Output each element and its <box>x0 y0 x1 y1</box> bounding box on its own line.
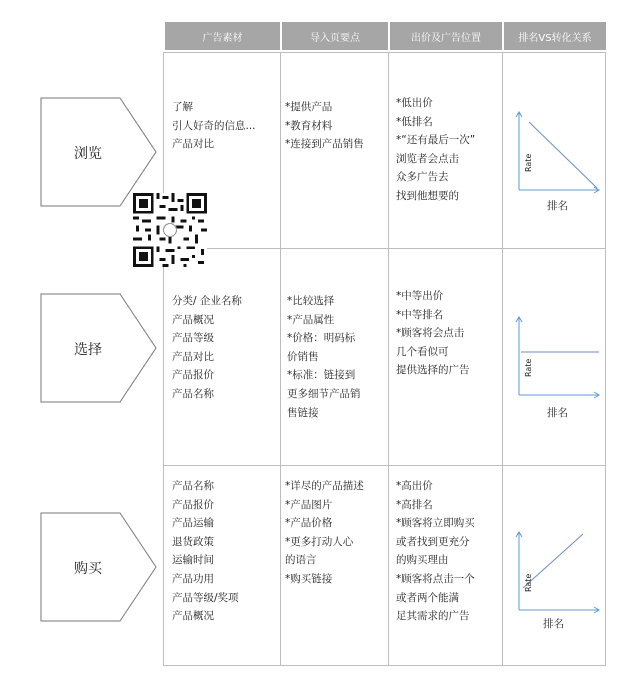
row-select-landing-points <box>287 292 361 422</box>
cell-line: 找到他想要的 <box>396 189 459 202</box>
cell-line: 退货政策 <box>172 535 214 548</box>
stage-buy <box>40 512 157 622</box>
cell-line: *产品属性 <box>287 313 335 326</box>
cell-line: *连接到产品销售 <box>285 138 364 151</box>
chart-y-label: Rate <box>524 573 533 592</box>
stage-label: 浏览 <box>74 146 102 162</box>
cell-line: *标准：链接到 <box>287 369 356 382</box>
chart-y-label: Rate <box>524 358 533 377</box>
cell-line: *比较选择 <box>287 295 335 307</box>
cell-line: 运输时间 <box>172 554 214 567</box>
cell-line: *顾客将会点击 <box>396 327 465 340</box>
grid-top <box>163 52 606 53</box>
cell-line: 产品等级 <box>172 332 214 345</box>
chart-svg <box>516 112 599 193</box>
cell-line: *“还有最后一次” <box>396 134 476 147</box>
cell-line: 分类/ 企业名称 <box>172 295 242 307</box>
grid-right <box>605 52 606 665</box>
cell-line: *产品价格 <box>285 517 333 530</box>
cell-line: 产品报价 <box>172 498 214 511</box>
cell-line: 产品对比 <box>172 350 214 363</box>
cell-line: 浏览者会点击 <box>396 152 459 165</box>
cell-line: 售链接 <box>287 406 319 419</box>
cell-line: *购买链接 <box>285 572 333 585</box>
cell-line: *详尽的产品描述 <box>285 480 364 492</box>
chart-buy <box>505 520 605 640</box>
row-buy-landing-points <box>285 477 364 589</box>
cell-line: 提供选择的广告 <box>396 364 470 377</box>
chart-x-label: 排名 <box>547 407 568 419</box>
chart-select <box>505 305 605 425</box>
trend-line <box>529 122 597 188</box>
grid-col-3 <box>502 52 503 665</box>
cell-line: 产品运输 <box>172 517 214 530</box>
header-landing-points: 导入页要点 <box>282 22 388 50</box>
row-select-bid-position <box>396 287 470 380</box>
chart-browse <box>505 100 605 220</box>
row-browse-landing-points <box>285 98 364 154</box>
cell-line: 产品对比 <box>172 138 214 151</box>
cell-line: 更多细节产品销 <box>287 387 361 400</box>
cell-line: *中等出价 <box>396 290 444 302</box>
cell-line: 或者两个能满 <box>396 591 459 604</box>
cell-line: 引人好奇的信息... <box>172 119 256 132</box>
cell-line: *顾客将点击一个 <box>396 572 475 585</box>
grid-row-2 <box>163 465 606 466</box>
grid-row-1 <box>163 248 606 249</box>
cell-line: 的购买理由 <box>396 554 449 567</box>
row-browse-bid-position <box>396 94 475 206</box>
chart-x-label: 排名 <box>547 200 568 212</box>
cell-line: 产品功用 <box>172 572 214 585</box>
chart-svg <box>516 317 599 398</box>
cell-line: *低排名 <box>396 115 433 128</box>
cell-line: 产品名称 <box>172 480 214 492</box>
cell-line: *中等排名 <box>396 308 444 321</box>
row-buy-materials <box>172 477 239 626</box>
cell-line: 产品报价 <box>172 369 214 382</box>
cell-line: 产品等级/奖项 <box>172 591 239 604</box>
cell-line: 足其需求的广告 <box>396 610 470 623</box>
cell-line: 几个看似可 <box>396 345 449 358</box>
header-rank-vs-conversion: 排名VS转化关系 <box>504 22 606 50</box>
grid-bottom <box>163 665 606 666</box>
cell-line: 众多广告去 <box>396 171 449 184</box>
chart-svg <box>516 532 599 613</box>
qr-code-icon <box>133 193 207 267</box>
cell-line: *教育材料 <box>285 119 333 132</box>
stage-select <box>40 293 157 403</box>
header-bid-position: 出价及广告位置 <box>390 22 502 50</box>
stage-label: 选择 <box>74 342 102 358</box>
chart-x-label: 排名 <box>543 618 564 630</box>
row-buy-bid-position <box>396 477 475 626</box>
cell-line: *高排名 <box>396 498 433 511</box>
cell-line: 的语言 <box>285 554 317 567</box>
cell-line: *高出价 <box>396 480 433 492</box>
header-materials: 广告素材 <box>165 22 280 50</box>
cell-line: *产品图片 <box>285 498 333 511</box>
grid-col-1 <box>280 52 281 665</box>
cell-line: *提供产品 <box>285 101 333 113</box>
grid-left <box>163 52 164 665</box>
cell-line: 产品概况 <box>172 313 214 326</box>
cell-line: 产品名称 <box>172 387 214 400</box>
grid-col-2 <box>388 52 389 665</box>
cell-line: *低出价 <box>396 97 433 109</box>
cell-line: 价销售 <box>287 350 319 363</box>
cell-line: *价格：明码标 <box>287 332 356 345</box>
cell-line: *顾客将立即购买 <box>396 517 475 530</box>
cell-line: 或者找到更充分 <box>396 535 470 548</box>
row-browse-materials <box>172 98 256 154</box>
cell-line: 了解 <box>172 101 193 113</box>
cell-line: *更多打动人心 <box>285 535 354 548</box>
stage-label: 购买 <box>74 561 102 577</box>
cell-line: 产品概况 <box>172 610 214 623</box>
chart-y-label: Rate <box>524 153 533 172</box>
row-select-materials <box>172 292 242 404</box>
stage-browse <box>40 97 157 207</box>
